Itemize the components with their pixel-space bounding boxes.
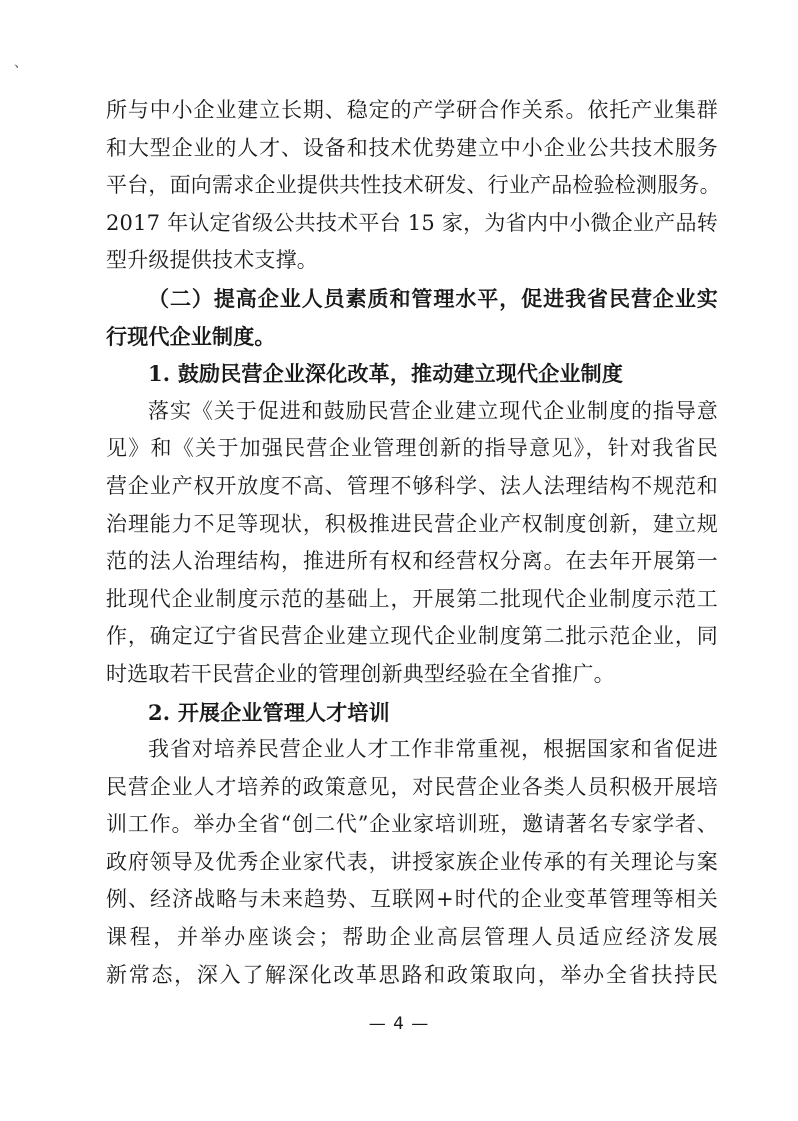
text-line: 时选取若干民营企业的管理创新典型经验在全省推广。 [106,661,615,686]
text-line: 所与中小企业建立长期、稳定的产学研合作关系。依托产业集群 [106,98,718,122]
text-line: 政府领导及优秀企业家代表，讲授家族企业传承的有关理论与案 [106,849,718,874]
text-line: 和大型企业的人才、设备和技术优势建立中小企业公共技术服务 [106,135,718,160]
text-line: 新常态，深入了解深化改革思路和政策取向，举办全省扶持民 [106,962,718,987]
text-line: 我省对培养民营企业人才工作非常重视，根据国家和省促进 [148,737,718,762]
heading-line: 1. 鼓励民营企业深化改革，推动建立现代企业制度 [148,361,624,387]
heading-line: 行现代企业制度。 [106,323,276,349]
page-number: — 4 — [368,1014,430,1034]
text-line: 见》和《关于加强民营企业管理创新的指导意见》，针对我省民 [106,436,718,461]
text-line: 平台，面向需求企业提供共性技术研发、行业产品检验检测服务。 [106,173,721,198]
text-line: 训工作。举办全省“创二代”企业家培训班，邀请著名专家学者、 [106,812,718,837]
document-body [106,92,721,994]
heading-line: 2. 开展企业管理人才培训 [148,699,390,725]
text-line: 批现代企业制度示范的基础上，开展第二批现代企业制度示范工 [106,586,718,611]
text-line: 营企业产权开放度不高、管理不够科学、法人法理结构不规范和 [106,473,718,498]
text-line: 2017 年认定省级公共技术平台 15 家，为省内中小微企业产品转 [106,210,718,235]
text-line: 治理能力不足等现状，积极推进民营企业产权制度创新，建立规 [106,511,718,536]
text-line: 作，确定辽宁省民营企业建立现代企业制度第二批示范企业，同 [106,624,718,649]
text-line: 型升级提供技术支撑。 [106,248,318,273]
text-line: 范的法人治理结构，推进所有权和经营权分离。在去年开展第一 [106,549,718,574]
text-line: 落实《关于促进和鼓励民营企业建立现代企业制度的指导意 [148,398,718,423]
heading-line: （二）提高企业人员素质和管理水平，促进我省民营企业实 [148,285,718,311]
text-line: 课程，并举办座谈会；帮助企业高层管理人员适应经济发展 [106,925,718,950]
text-line: 例、经济战略与未来趋势、互联网+时代的企业变革管理等相关 [106,887,718,912]
text-line: 民营企业人才培养的政策意见，对民营企业各类人员积极开展培 [106,774,718,799]
corner-mark: 、 [14,55,28,71]
